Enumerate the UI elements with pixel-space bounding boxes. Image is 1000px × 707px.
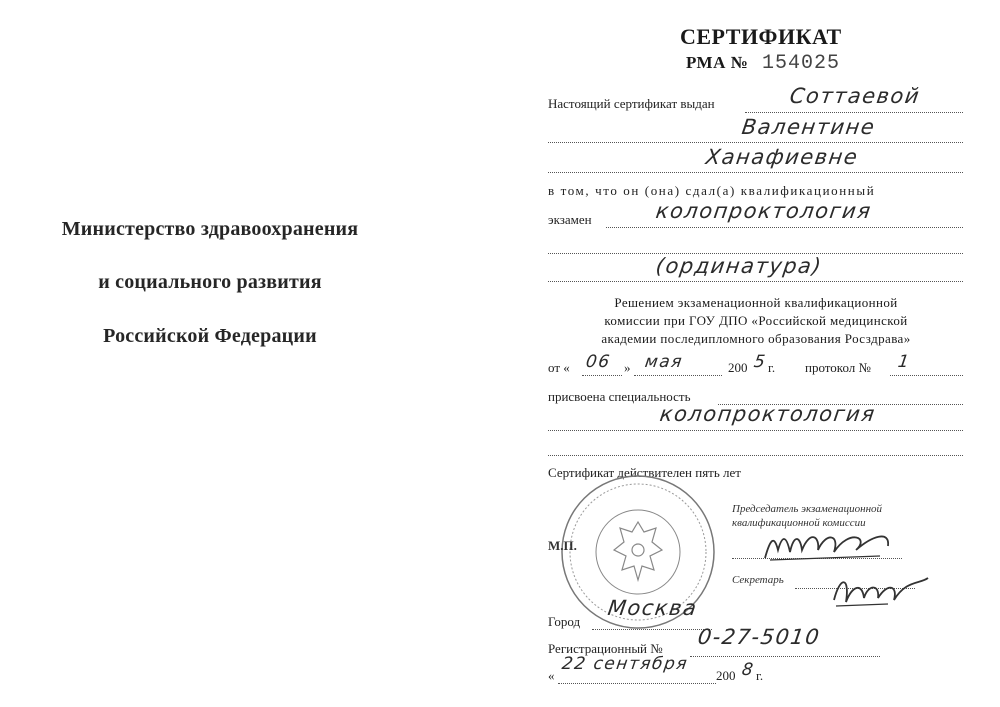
city-handwritten: Москва (606, 596, 700, 620)
year-digit-handwritten: 5 (752, 352, 768, 372)
exam-subject-handwritten: колопроктология (654, 199, 874, 223)
dotted-line (592, 629, 712, 630)
date-prefix: от « (548, 360, 570, 375)
specialty-label: присвоена специальность (548, 389, 691, 404)
surname-handwritten: Соттаевой (788, 84, 922, 108)
ministry-line-1: Министерство здравоохранения (61, 218, 359, 240)
protocol-label: протокол № (805, 360, 871, 375)
chair-signature (760, 520, 900, 570)
patronymic-handwritten: Ханафиевне (704, 145, 861, 169)
registration-number-handwritten: 0-27-5010 (696, 625, 822, 649)
stamp-label: М.П. (548, 538, 577, 553)
dotted-line (634, 375, 722, 376)
issue-date-handwritten: 22 сентября (560, 654, 690, 674)
date-day-handwritten: 06 (584, 352, 613, 372)
ministry-line-2: и социального развития (98, 271, 322, 293)
secretary-label: Секретарь (732, 574, 784, 586)
date-quote-close: » (624, 360, 631, 375)
chair-label-line-2: квалификационной комиссии (732, 517, 866, 529)
registration-label: Регистрационный № (548, 641, 663, 656)
dotted-line (745, 112, 963, 113)
year-suffix: г. (768, 360, 776, 375)
issue-year-prefix: 200 (716, 668, 736, 683)
dotted-line (548, 142, 963, 143)
dotted-line (548, 281, 963, 282)
secretary-signature (828, 566, 938, 616)
city-label: Город (548, 614, 581, 629)
chair-label-line-1: Председатель экзаменационной (732, 503, 883, 515)
dotted-line (890, 375, 963, 376)
decision-line-2: комиссии при ГОУ ДПО «Российской медицинской (604, 313, 908, 328)
exam-text: в том, что он (она) сдал(а) квалификационный (548, 183, 876, 198)
year-prefix: 200 (728, 360, 748, 375)
dotted-line (606, 227, 963, 228)
issue-year-digit-handwritten: 8 (740, 660, 756, 680)
series-label: РМА № (686, 53, 749, 72)
issue-quote-open: « (548, 668, 555, 683)
specialty-handwritten: колопроктология (658, 402, 878, 426)
decision-line-1: Решением экзаменационной квалификационной (614, 295, 898, 310)
dotted-line (548, 172, 963, 173)
ministry-line-3: Российской Федерации (103, 325, 317, 347)
exam-type-handwritten: (ординатура) (654, 254, 824, 278)
issue-year-suffix: г. (756, 668, 764, 683)
dotted-line (548, 455, 963, 456)
decision-line-3: академии последипломного образования Росздрава» (601, 331, 911, 346)
dotted-line (558, 683, 716, 684)
first-name-handwritten: Валентине (740, 115, 878, 139)
dotted-line (582, 375, 622, 376)
date-month-handwritten: мая (643, 352, 685, 372)
dotted-line (690, 656, 880, 657)
certificate-title: СЕРТИФИКАТ (680, 24, 842, 49)
validity-text: Сертификат действителен пять лет (548, 465, 741, 480)
issued-to-label: Настоящий сертификат выдан (548, 96, 715, 111)
protocol-number-handwritten: 1 (896, 352, 912, 372)
exam-label: экзамен (548, 212, 592, 227)
dotted-line (548, 430, 963, 431)
certificate-number: 154025 (762, 52, 841, 75)
